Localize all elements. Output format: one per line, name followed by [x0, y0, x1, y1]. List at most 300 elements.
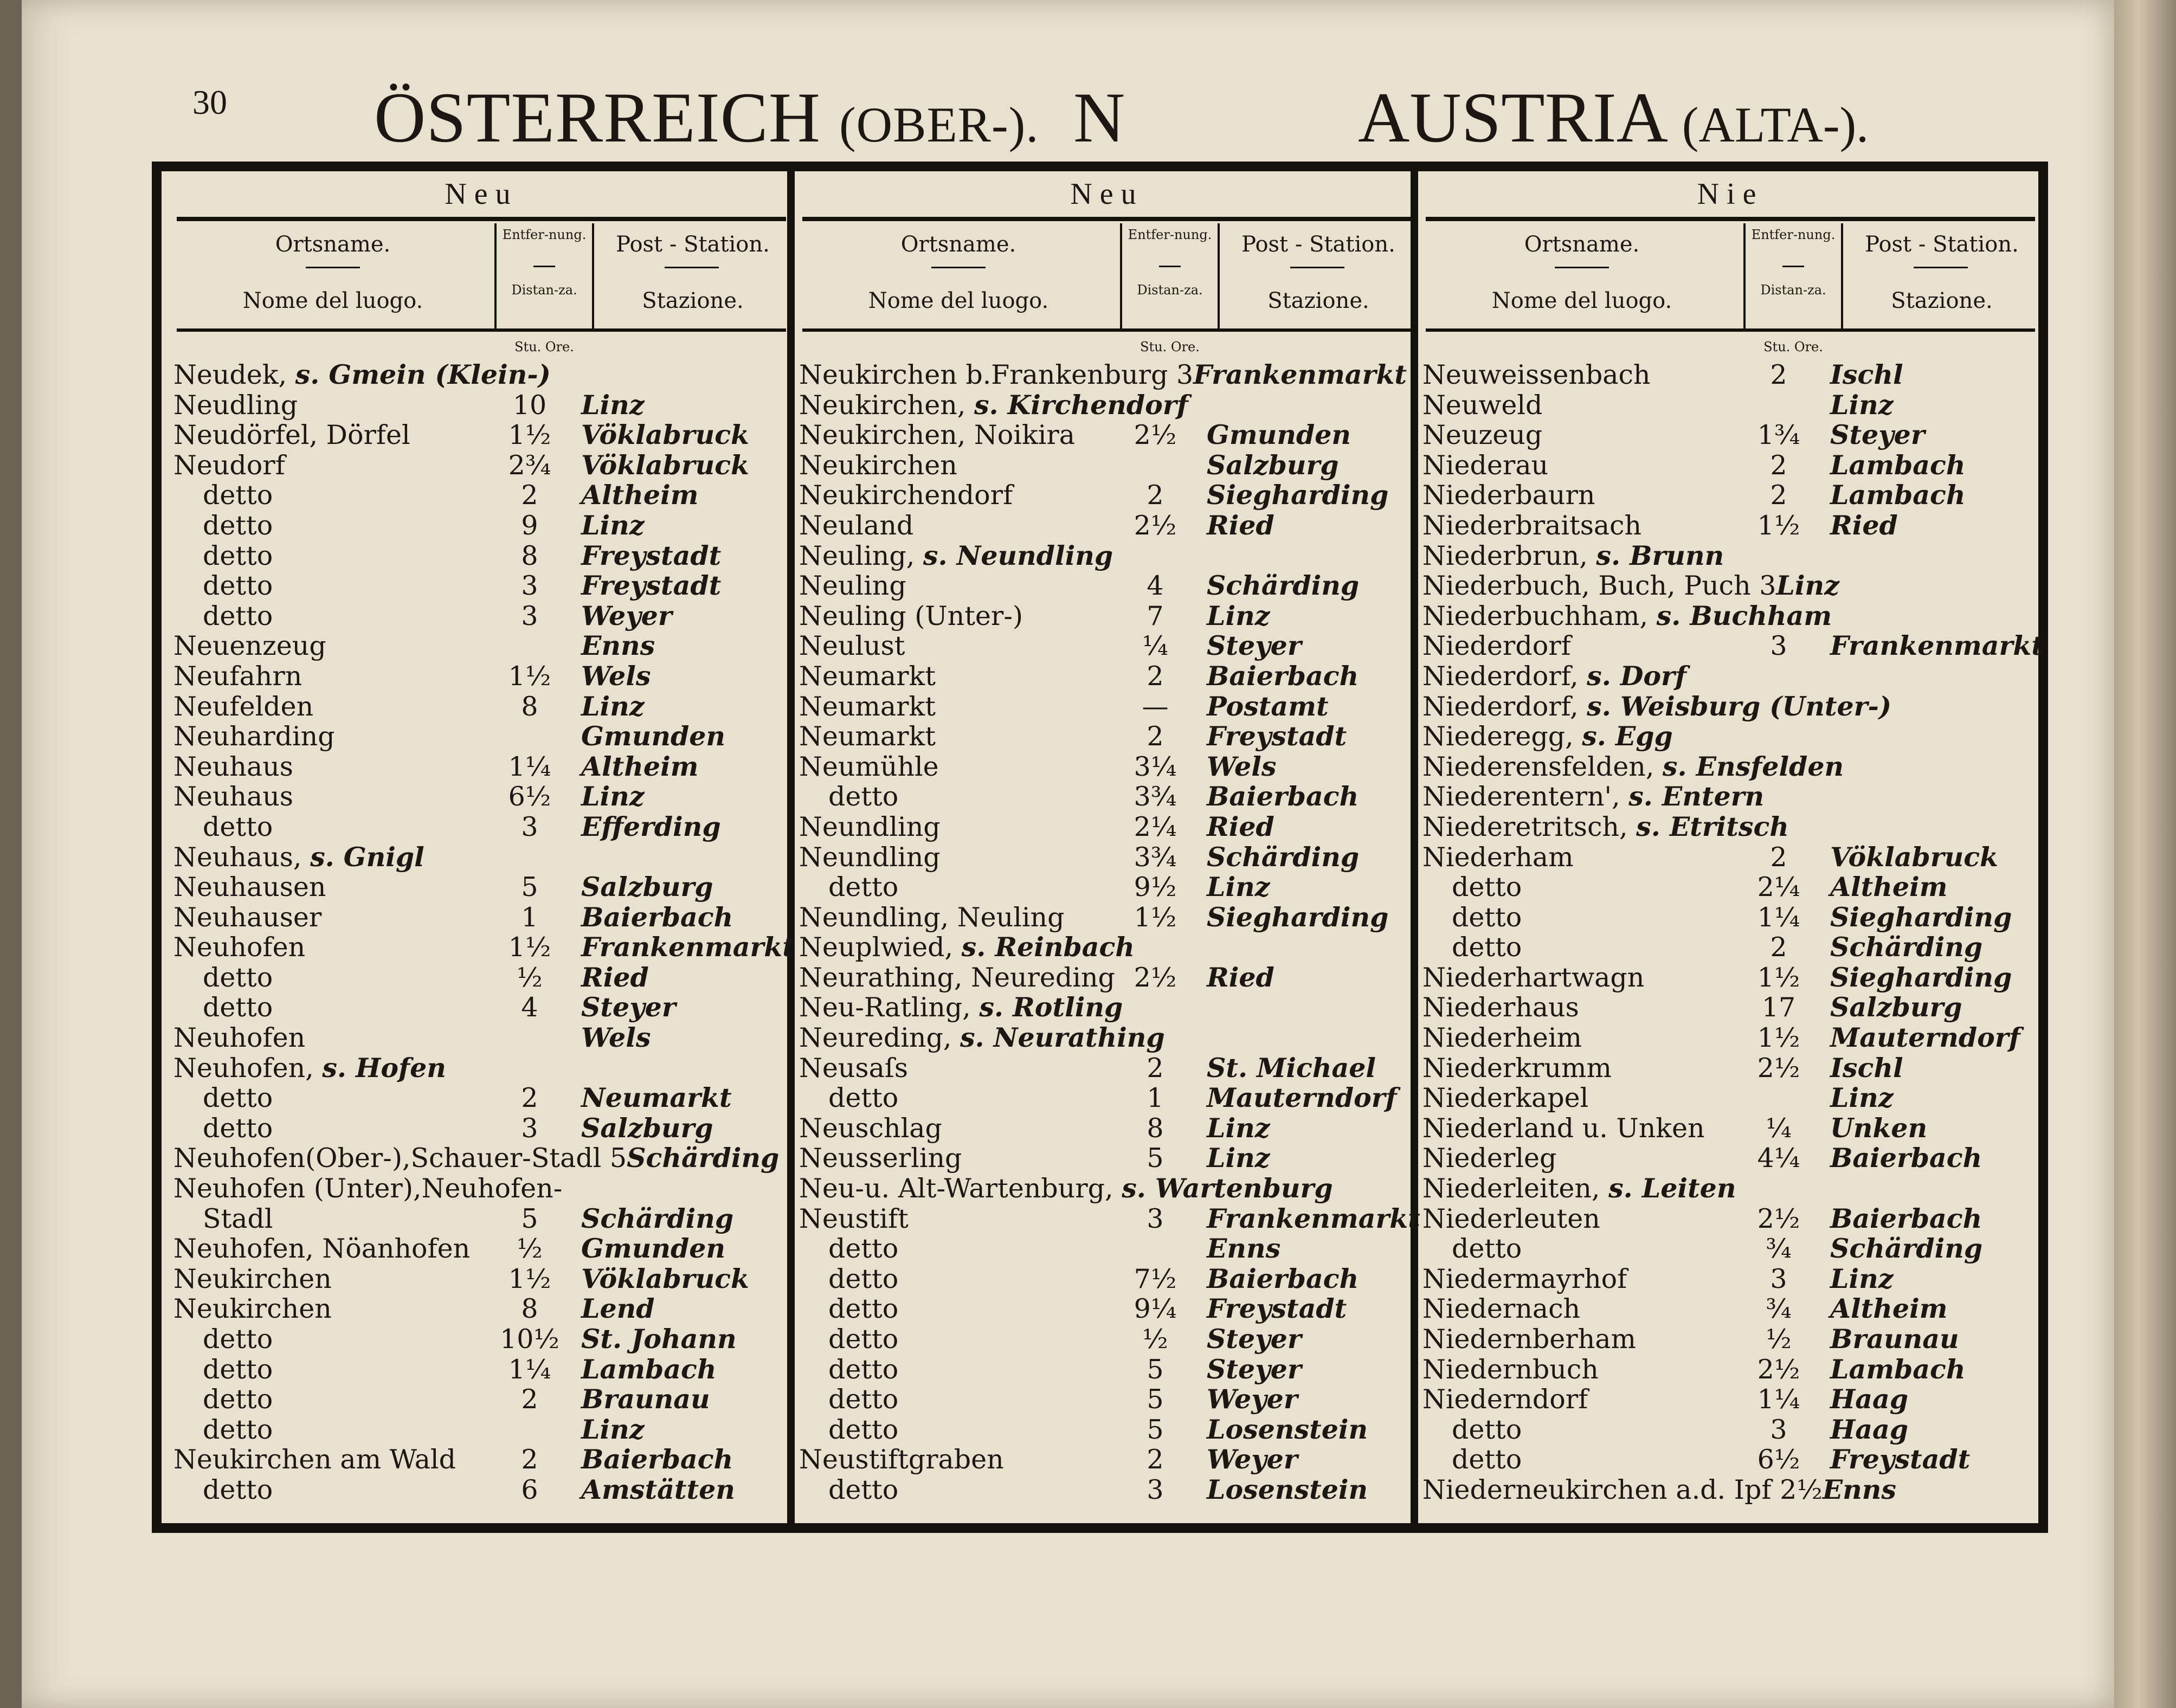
place-name: [828, 1324, 898, 1355]
distance: 3: [521, 570, 538, 602]
list-item: [171, 1083, 791, 1113]
list-item: [1420, 992, 2040, 1023]
list-item: [171, 1143, 791, 1174]
list-item: [1420, 360, 2040, 390]
place-name-text: Niedermayrhof: [1422, 1263, 1627, 1294]
post-station: Vöklabruck: [581, 449, 750, 481]
post-station: Schärding: [1830, 1233, 1983, 1265]
table-column: [171, 171, 795, 1523]
list-item: [171, 1445, 791, 1475]
post-station: Linz: [1207, 1112, 1270, 1144]
post-station: Haag: [1830, 1413, 1909, 1445]
place-name-text: Neundling, Neuling: [799, 901, 1065, 933]
place-name: [1422, 692, 1891, 722]
place-name: [203, 1355, 273, 1385]
place-name: [203, 963, 273, 993]
place-name-text: Neukirchen: [173, 1263, 332, 1294]
distance: 3: [1147, 1203, 1164, 1234]
distance: ½: [517, 962, 543, 993]
place-name-text: detto: [1452, 1444, 1522, 1475]
distance: 2: [521, 1384, 538, 1415]
header-dash: [533, 266, 555, 267]
distance: —: [1142, 691, 1169, 722]
header-ortsname: Ortsname.: [1524, 232, 1640, 257]
place-name-text: Neustift: [799, 1203, 909, 1234]
post-station: Steyer: [1207, 630, 1302, 662]
list-item: [1420, 782, 2040, 812]
place-name: [799, 963, 1115, 993]
place-name-text: Neuweld: [1422, 389, 1543, 421]
post-station: Haag: [1830, 1383, 1909, 1415]
place-name-text: Niederkrumm: [1422, 1052, 1612, 1084]
post-station: Amstätten: [581, 1473, 735, 1505]
title-german-sub: (OBER-).: [839, 97, 1039, 152]
post-station: Baierbach: [1207, 660, 1359, 692]
place-name: [203, 1083, 273, 1113]
distance: 3¾: [1134, 841, 1177, 873]
post-station: Frankenmarkt: [1830, 630, 2044, 662]
place-name-text: detto: [203, 1112, 273, 1144]
place-name-text: Neufahrn: [173, 660, 302, 692]
place-name-text: Neuhofen (Unter),Neuhofen-: [173, 1173, 563, 1204]
post-station: Lambach: [581, 1353, 717, 1385]
distance: 2: [521, 1082, 538, 1114]
cross-reference: s. Wartenburg: [1122, 1172, 1333, 1204]
distance: 1¼: [1757, 1384, 1800, 1415]
post-station: Baierbach: [581, 1443, 733, 1475]
distance: 2½: [1134, 962, 1177, 993]
list-item: [171, 692, 791, 722]
place-name: [203, 1113, 273, 1144]
place-name: [799, 631, 905, 661]
place-name-text: Niederdorf: [1422, 630, 1571, 662]
post-station: Enns: [581, 630, 655, 662]
place-name: [1422, 1294, 1580, 1324]
place-name-text: Neudörfel, Dörfel: [173, 420, 410, 451]
place-name: [173, 1174, 562, 1204]
place-name: [173, 842, 424, 873]
place-name: [828, 1415, 898, 1445]
place-name-text: Niederleuten: [1422, 1203, 1600, 1234]
place-name-text: Neuhofen(Ober-),Schauer-Stadl 5: [173, 1143, 627, 1174]
place-name-text: Neudorf: [173, 449, 285, 481]
place-name: [1422, 601, 1832, 631]
post-station: Neumarkt: [581, 1082, 732, 1114]
post-station: Siegharding: [1207, 901, 1389, 933]
list-item: [797, 1174, 1417, 1204]
section-letter: N: [1073, 78, 1125, 157]
post-station: Steyer: [1830, 419, 1925, 451]
distance: 8: [521, 1293, 538, 1325]
distance: 2: [1770, 449, 1787, 481]
post-station: Wels: [1207, 750, 1277, 782]
cross-reference: s. Gmein (Klein-): [295, 359, 551, 390]
place-name: [828, 1355, 898, 1385]
cross-reference: s. Dorf: [1587, 660, 1686, 692]
distance: 1½: [1757, 1022, 1800, 1054]
cross-reference: Schärding: [627, 1142, 780, 1174]
place-name-text: Niedernbuch: [1422, 1353, 1599, 1385]
place-name-text: Niederleg: [1422, 1143, 1557, 1174]
table-column: [797, 171, 1420, 1523]
place-name-text: Neulust: [799, 630, 905, 662]
post-station: Ried: [1207, 961, 1274, 993]
place-name-text: Neuhaus: [173, 751, 293, 782]
list-item: [797, 1324, 1417, 1355]
place-name: [1422, 1143, 1556, 1174]
place-name-text: Niederleiten,: [1422, 1173, 1609, 1204]
post-station: Baierbach: [1830, 1202, 1982, 1234]
place-name-text: Neuhaus,: [173, 841, 311, 873]
list-item: [797, 692, 1417, 722]
list-item: [797, 360, 1417, 390]
distance: 2: [1147, 1052, 1164, 1084]
post-station: Ried: [581, 961, 649, 993]
header-rule: [177, 217, 786, 221]
place-name-text: Niederneukirchen a.d. Ipf 2½: [1422, 1474, 1823, 1505]
list-item: [797, 1143, 1417, 1174]
list-item: [797, 1264, 1417, 1294]
distance: 2½: [1757, 1203, 1800, 1234]
list-item: [1420, 420, 2040, 450]
place-name: [799, 541, 1113, 571]
place-name-text: detto: [203, 1324, 273, 1355]
place-name: [1422, 661, 1686, 692]
cross-reference: s. Entern: [1628, 781, 1765, 813]
place-name: [203, 1415, 273, 1445]
place-name-text: Niederdorf,: [1422, 660, 1587, 692]
distance: 1: [521, 901, 538, 933]
list-item: [1420, 450, 2040, 481]
place-name: [203, 1475, 273, 1505]
header-dash: [931, 267, 986, 268]
place-name-text: Neuhaus: [173, 781, 293, 813]
place-name-text: detto: [203, 540, 273, 571]
place-name-text: Niederbuchham,: [1422, 600, 1657, 631]
post-station: Linz: [581, 690, 645, 722]
place-name: [799, 1143, 962, 1174]
post-station: Lambach: [1830, 1353, 1966, 1385]
list-item: [171, 1174, 791, 1204]
list-item: [171, 360, 791, 390]
title-italian: [1358, 76, 1869, 159]
place-name-text: Niedernach: [1422, 1293, 1581, 1325]
place-name: [1452, 1445, 1522, 1475]
distance: 1½: [1134, 901, 1177, 933]
table-column: [1420, 171, 2044, 1523]
place-name-text: Neuland: [799, 510, 914, 541]
place-name-text: Neuling (Unter-): [799, 600, 1023, 631]
place-name-text: detto: [203, 480, 273, 511]
distance: 8: [521, 691, 538, 722]
place-name-text: Neudling: [173, 389, 298, 421]
list-item: [1420, 1083, 2040, 1113]
post-station: Linz: [1830, 389, 1894, 421]
place-name: [799, 480, 1013, 511]
post-station: Postamt: [1207, 690, 1329, 722]
post-station: Altheim: [1830, 871, 1948, 903]
place-name-text: detto: [203, 1414, 273, 1445]
header-rule: [1426, 328, 2035, 332]
place-name: [1422, 1204, 1600, 1234]
list-item: [171, 812, 791, 842]
header-post-station: Post - Station.: [1241, 232, 1395, 257]
place-name-text: detto: [828, 1414, 899, 1445]
distance: ¼: [1766, 1112, 1792, 1144]
place-name-text: Neumühle: [799, 751, 939, 782]
distance: 5: [1147, 1353, 1164, 1385]
header-rule: [1426, 217, 2035, 221]
distance: 2¼: [1134, 811, 1177, 842]
place-name-text: Neusaſs: [799, 1052, 909, 1084]
distance: 1½: [508, 1263, 551, 1294]
cross-reference: Enns: [1822, 1473, 1896, 1505]
cross-reference: s. Weisburg (Unter-): [1587, 690, 1891, 722]
distance: 2½: [1134, 420, 1177, 451]
place-name-text: Niederland u. Unken: [1422, 1112, 1705, 1144]
post-station: Salzburg: [581, 871, 713, 903]
header-ortsname: Ortsname.: [900, 232, 1016, 257]
post-station: Frankenmarkt: [581, 931, 795, 963]
place-name: [173, 1053, 446, 1084]
place-name-text: Niederhartwagn: [1422, 962, 1645, 993]
header-entfernung: Entfer-nung.: [502, 227, 587, 242]
post-station: Ried: [1207, 810, 1274, 842]
post-station: Linz: [1830, 1262, 1894, 1294]
list-item: [171, 903, 791, 933]
place-name-text: Niederbaurn: [1422, 480, 1595, 511]
place-name-text: detto: [828, 1082, 899, 1114]
post-station: Altheim: [581, 750, 699, 782]
list-item: [1420, 963, 2040, 993]
post-station: Steyer: [1207, 1353, 1302, 1385]
place-name-text: Neuling,: [799, 540, 923, 571]
distance: 2½: [1757, 1353, 1800, 1385]
list-item: [1420, 1475, 2040, 1505]
list-item: [797, 963, 1417, 993]
header-stazione: Stazione.: [1267, 288, 1369, 313]
place-name: [799, 721, 936, 752]
header-dash: [1782, 266, 1804, 267]
post-station: Schärding: [1207, 841, 1360, 873]
place-name-text: detto: [828, 1353, 899, 1385]
distance: 2: [1770, 932, 1787, 963]
list-item: [171, 1384, 791, 1415]
distance: 2: [521, 480, 538, 511]
post-station: Schärding: [1207, 570, 1360, 602]
post-station: Lambach: [1830, 449, 1966, 481]
distance-unit: Stu. Ore.: [1763, 339, 1823, 355]
list-item: [797, 872, 1417, 903]
list-item: [797, 1053, 1417, 1084]
place-name: [799, 752, 939, 782]
list-item: [1420, 1294, 2040, 1324]
distance: 5: [521, 872, 538, 903]
place-name-text: detto: [203, 1474, 273, 1505]
place-name-text: Neumarkt: [799, 721, 936, 752]
place-name: [828, 1234, 898, 1264]
header-dash: [1555, 267, 1609, 268]
place-name-text: Niederegg,: [1422, 721, 1582, 752]
place-name: [1422, 782, 1764, 812]
post-station: Vöklabruck: [581, 1262, 750, 1294]
list-item: [797, 1023, 1417, 1053]
list-item: [1420, 1415, 2040, 1445]
cross-reference: s. Neurathing: [960, 1022, 1165, 1054]
cross-reference: s. Ensfelden: [1662, 750, 1844, 782]
distance: 1¾: [1757, 420, 1800, 451]
distance: 2: [1770, 359, 1787, 390]
place-name-text: Neu-Ratling,: [799, 992, 980, 1023]
place-name-text: detto: [828, 1384, 899, 1415]
place-name: [799, 692, 936, 722]
distance: 2¾: [508, 449, 551, 481]
distance: 1½: [508, 420, 551, 451]
place-name-text: Neusserling: [799, 1143, 962, 1174]
post-station: Altheim: [581, 479, 699, 511]
distance: 1¼: [1757, 901, 1800, 933]
list-item: [797, 1234, 1417, 1264]
column-heading: Neu: [1070, 177, 1144, 211]
place-name: [1422, 842, 1574, 873]
list-item: [1420, 1204, 2040, 1234]
place-name-text: Niederdorf,: [1422, 691, 1587, 722]
post-station: Lambach: [1830, 479, 1966, 511]
post-station: Braunau: [1830, 1323, 1959, 1355]
place-name-text: Stadl: [203, 1203, 273, 1234]
place-name: [173, 872, 326, 903]
header-stazione: Stazione.: [1891, 288, 1993, 313]
distance: 4¼: [1757, 1143, 1800, 1174]
list-item: [1420, 1143, 2040, 1174]
place-name-text: Neumarkt: [799, 691, 936, 722]
place-name: [799, 932, 1135, 963]
place-name-text: Niederhaus: [1422, 992, 1579, 1023]
list-item: [171, 661, 791, 692]
post-station: Enns: [1207, 1233, 1281, 1265]
distance: 1: [1147, 1082, 1164, 1114]
post-station: Wels: [581, 1022, 651, 1054]
list-item: [797, 390, 1417, 421]
post-station: Siegharding: [1207, 479, 1389, 511]
list-item: [797, 721, 1417, 752]
place-name: [1422, 721, 1673, 752]
distance: 2½: [1757, 1052, 1800, 1084]
place-name-text: Niederentern',: [1422, 781, 1629, 813]
list-item: [797, 903, 1417, 933]
place-name: [203, 511, 273, 541]
post-station: Losenstein: [1207, 1473, 1368, 1505]
post-station: Lend: [581, 1293, 655, 1325]
distance: 1½: [1757, 962, 1800, 993]
list-item: [1420, 601, 2040, 631]
post-station: Gmunden: [581, 1233, 726, 1265]
place-name: [1422, 963, 1644, 993]
post-station: Freystadt: [581, 570, 722, 602]
place-name: [173, 1294, 332, 1324]
place-name-text: Neuenzeug: [173, 630, 326, 662]
place-name-text: Neuling: [799, 570, 906, 602]
place-name-text: Neudek,: [173, 359, 295, 390]
post-station: Gmunden: [1207, 419, 1351, 451]
post-station: Altheim: [1830, 1293, 1948, 1325]
list-item: [171, 450, 791, 481]
list-item: [1420, 1174, 2040, 1204]
list-item: [1420, 661, 2040, 692]
list-item: [1420, 1355, 2040, 1385]
post-station: Mauterndorf: [1207, 1082, 1397, 1114]
distance: 6½: [508, 781, 551, 813]
post-station: Gmunden: [581, 720, 726, 752]
place-name-text: Neuzeug: [1422, 420, 1543, 451]
cross-reference: s. Reinbach: [961, 931, 1135, 963]
place-name-text: Niederbraitsach: [1422, 510, 1642, 541]
place-name-text: detto: [203, 600, 273, 631]
distance: ½: [517, 1233, 543, 1265]
distance: 3: [1770, 1263, 1787, 1294]
place-name-text: detto: [1452, 932, 1522, 963]
distance: 3: [1147, 1474, 1164, 1505]
place-name: [1422, 480, 1595, 511]
place-name-text: Neukirchen,: [799, 389, 974, 421]
list-item: [797, 992, 1417, 1023]
place-name: [828, 1264, 898, 1294]
list-item: [797, 450, 1417, 481]
place-name-text: Neuweissenbach: [1422, 359, 1651, 390]
distance: 4: [521, 992, 538, 1023]
distance: 2¼: [1757, 872, 1800, 903]
place-name-text: Neuhofen, Nöanhofen: [173, 1233, 471, 1265]
place-name-text: detto: [203, 992, 273, 1023]
place-name-text: Niedernberham: [1422, 1324, 1636, 1355]
place-name: [799, 450, 957, 481]
place-name-text: detto: [1452, 901, 1522, 933]
place-name: [173, 360, 551, 390]
place-name: [799, 1053, 908, 1084]
cross-reference: s. Brunn: [1596, 539, 1724, 571]
place-name-text: Neuhausen: [173, 872, 326, 903]
distance: 1¼: [508, 751, 551, 782]
distance: 8: [521, 540, 538, 571]
header-distanza: Distan-za.: [511, 282, 577, 298]
distance: 2½: [1134, 510, 1177, 541]
distance: 8: [1147, 1112, 1164, 1144]
post-station: Linz: [1207, 871, 1270, 903]
place-name: [799, 390, 1188, 421]
distance: 3¼: [1134, 751, 1177, 782]
cross-reference: Linz: [1776, 570, 1839, 602]
list-item: [171, 931, 795, 963]
post-station: Linz: [581, 509, 645, 541]
header-dash: [1159, 266, 1181, 267]
post-station: Ischl: [1830, 359, 1903, 390]
list-item: [171, 842, 791, 873]
list-item: [797, 812, 1417, 842]
place-name: [173, 450, 285, 481]
list-item: [1420, 541, 2040, 571]
place-name: [173, 631, 326, 661]
place-name: [828, 872, 898, 903]
list-item: [1420, 390, 2040, 421]
list-item: [1420, 932, 2040, 963]
place-name: [173, 932, 305, 963]
place-name: [1422, 390, 1542, 421]
post-station: Salzburg: [1207, 449, 1339, 481]
list-item: [797, 752, 1417, 782]
place-name-text: detto: [828, 1324, 899, 1355]
place-name: [799, 571, 906, 601]
post-station: Linz: [1207, 1142, 1270, 1174]
